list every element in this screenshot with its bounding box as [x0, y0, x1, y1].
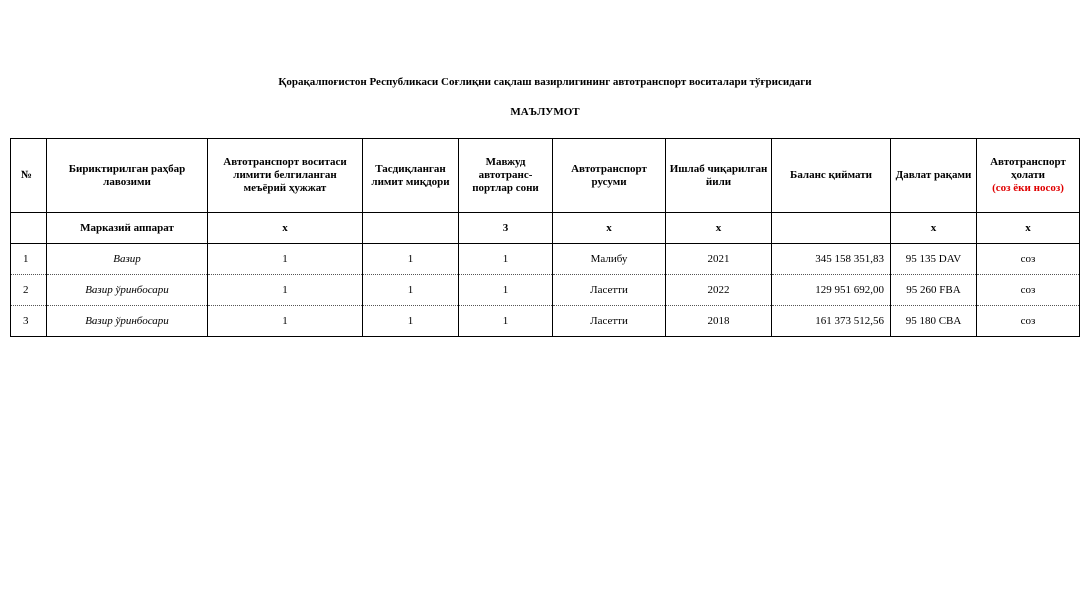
- vehicles-table: [10, 138, 1080, 337]
- row-position: Вазир ўринбосари: [47, 306, 208, 337]
- row-plate: 95 135 DAV: [891, 244, 977, 275]
- row-limit: 1: [363, 306, 459, 337]
- row-plate: 95 180 CBA: [891, 306, 977, 337]
- row-document: 1: [208, 244, 363, 275]
- summary-plate: х: [891, 213, 977, 244]
- row-balance: 129 951 692,00: [772, 275, 891, 306]
- header-status: [977, 139, 1080, 213]
- row-year: 2022: [666, 275, 772, 306]
- header-plate: Давлат рақами: [891, 139, 977, 213]
- row-status: соз: [977, 244, 1080, 275]
- row-model: Ласетти: [553, 306, 666, 337]
- row-document: 1: [208, 306, 363, 337]
- summary-model: х: [553, 213, 666, 244]
- header-year: Ишлаб чиқарилган йили: [666, 139, 772, 213]
- summary-year: х: [666, 213, 772, 244]
- summary-row: [11, 213, 1080, 244]
- row-num: 3: [11, 306, 47, 337]
- table-header-row: [11, 139, 1080, 213]
- row-model: Малибу: [553, 244, 666, 275]
- header-status-note: (соз ёки носоз): [992, 182, 1064, 194]
- document-title: Қорақалпоғистон Республикаси Соғлиқни сақлаш вазирлигининг автотранспорт воситалари тўғрисидаги: [278, 76, 812, 88]
- header-num: №: [11, 139, 47, 213]
- row-year: 2018: [666, 306, 772, 337]
- header-status-label: Автотранспорт ҳолати: [990, 156, 1066, 181]
- header-position: Бириктирилган раҳбар лавозими: [47, 139, 208, 213]
- summary-num-cell: [11, 213, 47, 244]
- summary-status: х: [977, 213, 1080, 244]
- summary-balance: [772, 213, 891, 244]
- row-position: Вазир: [47, 244, 208, 275]
- table-row: [11, 306, 1080, 337]
- header-limit: Тасдиқланган лимит миқдори: [363, 139, 459, 213]
- row-status: соз: [977, 306, 1080, 337]
- row-available: 1: [459, 306, 553, 337]
- row-status: соз: [977, 275, 1080, 306]
- summary-label: Марказий аппарат: [47, 213, 208, 244]
- row-model: Ласетти: [553, 275, 666, 306]
- table-row: [11, 244, 1080, 275]
- table-row: [11, 275, 1080, 306]
- row-limit: 1: [363, 275, 459, 306]
- row-available: 1: [459, 244, 553, 275]
- header-document: Автотранспорт воситаси лимити белгиланган меъёрий ҳужжат: [208, 139, 363, 213]
- row-plate: 95 260 FBA: [891, 275, 977, 306]
- header-available: Мавжуд автотранс-портлар сони: [459, 139, 553, 213]
- header-model: Автотранспорт русуми: [553, 139, 666, 213]
- row-year: 2021: [666, 244, 772, 275]
- summary-document: х: [208, 213, 363, 244]
- row-position: Вазир ўринбосари: [47, 275, 208, 306]
- row-balance: 345 158 351,83: [772, 244, 891, 275]
- row-limit: 1: [363, 244, 459, 275]
- row-num: 1: [11, 244, 47, 275]
- summary-available: 3: [459, 213, 553, 244]
- row-document: 1: [208, 275, 363, 306]
- header-balance: Баланс қиймати: [772, 139, 891, 213]
- row-num: 2: [11, 275, 47, 306]
- row-available: 1: [459, 275, 553, 306]
- row-balance: 161 373 512,56: [772, 306, 891, 337]
- document-subtitle: МАЪЛУМОТ: [510, 106, 580, 118]
- summary-limit: [363, 213, 459, 244]
